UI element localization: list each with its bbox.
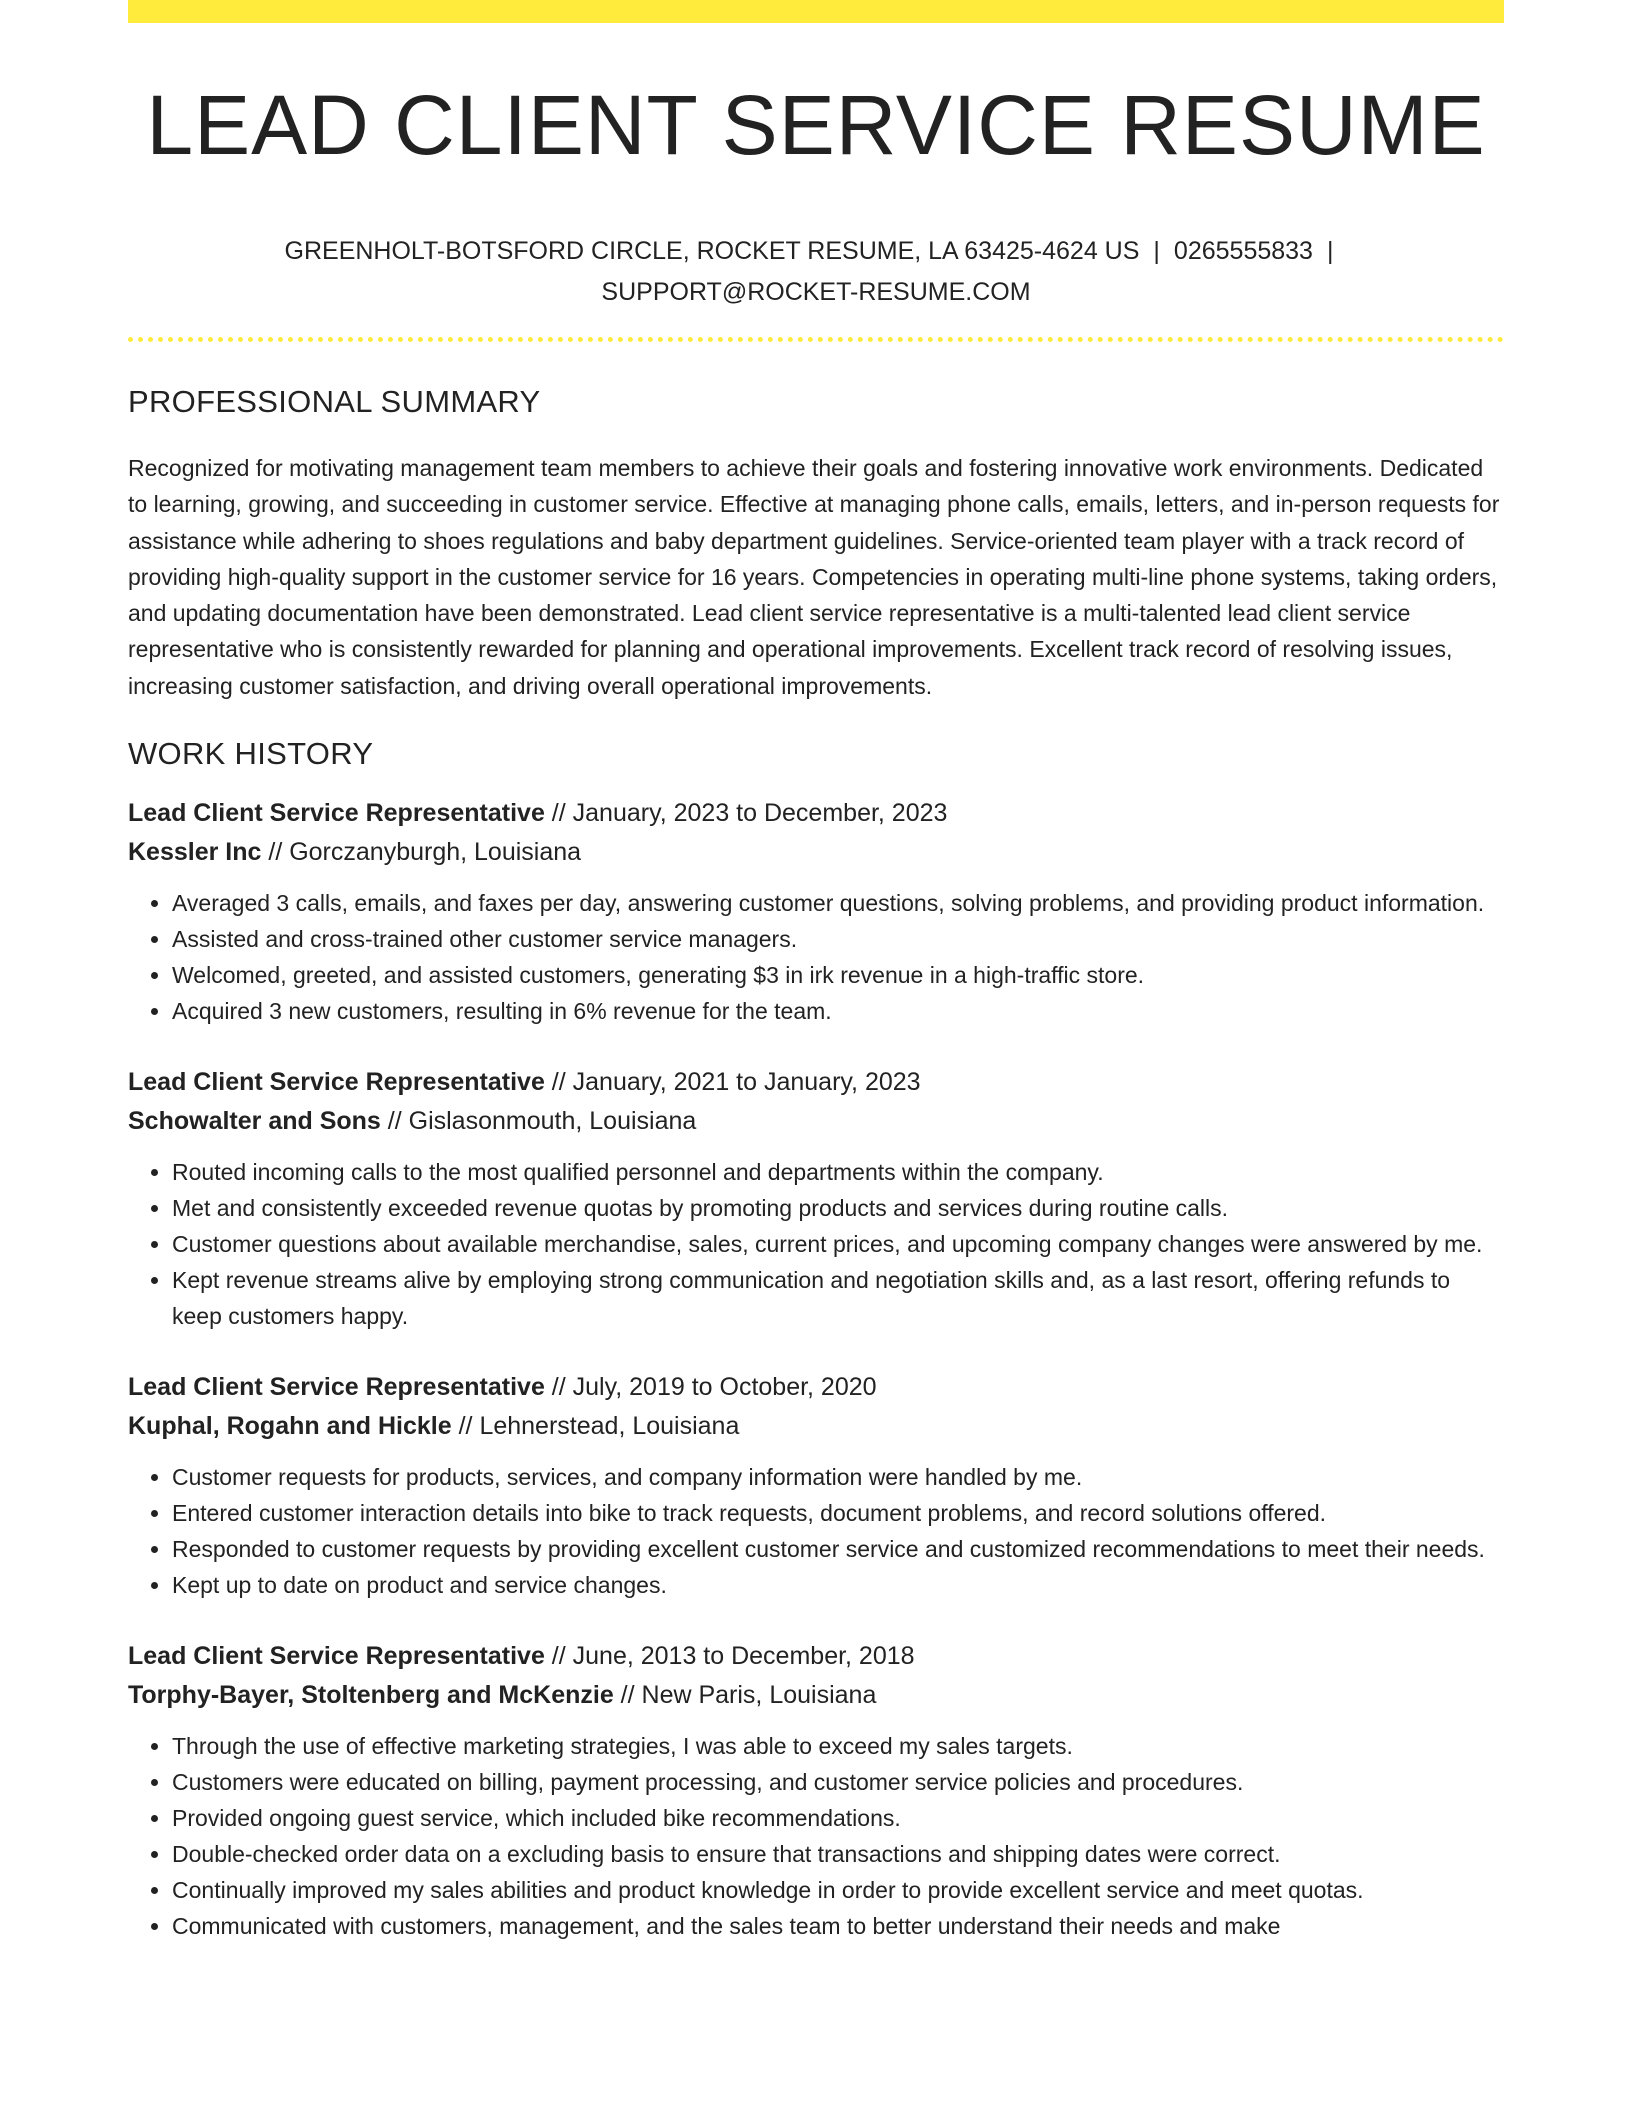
job-company-line — [128, 1676, 1504, 1715]
job-title-line — [128, 794, 1504, 833]
accent-top-bar — [128, 0, 1504, 23]
job-title-line — [128, 1637, 1504, 1676]
contact-address: GREENHOLT-BOTSFORD CIRCLE, ROCKET RESUME, LA 63425-4624 US — [284, 237, 1140, 265]
job-bullet: • Continually improved my sales abilities and product knowledge in order to provide excellent service and meet quotas. — [172, 1872, 1504, 1908]
contact-email: SUPPORT@ROCKET-RESUME.COM — [601, 278, 1031, 306]
job-bullet: • Responded to customer requests by providing excellent customer service and customized recommendations to meet their needs. — [172, 1531, 1504, 1567]
resume-page — [128, 0, 1504, 1944]
job-bullet: • Customer requests for products, services, and company information were handled by me. — [172, 1459, 1504, 1495]
job-location: // Lehnerstead, Louisiana — [451, 1411, 740, 1440]
work-history-heading: WORK HISTORY — [128, 736, 374, 772]
job-bullet: • Acquired 3 new customers, resulting in 6% revenue for the team. — [172, 993, 1504, 1029]
job-company-line — [128, 1102, 1504, 1141]
job-dates: // January, 2021 to January, 2023 — [544, 1068, 921, 1097]
contact-block — [128, 231, 1504, 313]
job-entry — [128, 794, 1504, 1029]
job-company: Kuphal, Rogahn and Hickle — [128, 1411, 452, 1440]
job-title-line — [128, 1063, 1504, 1102]
job-entry — [128, 1063, 1504, 1334]
job-bullet: • Assisted and cross-trained other customer service managers. — [172, 921, 1504, 957]
job-company: Kessler Inc — [128, 837, 262, 866]
job-bullet: • Welcomed, greeted, and assisted customers, generating $3 in irk revenue in a high-traffic store. — [172, 957, 1504, 993]
job-bullet-list — [128, 885, 1504, 1029]
contact-separator: | — [1153, 237, 1160, 265]
job-company-line — [128, 1407, 1504, 1446]
resume-title: LEAD CLIENT SERVICE RESUME — [146, 78, 1486, 172]
job-bullet: • Kept up to date on product and service changes. — [172, 1567, 1504, 1603]
job-company: Torphy-Bayer, Stoltenberg and McKenzie — [128, 1680, 614, 1709]
job-entry — [128, 1637, 1504, 1944]
job-title: Lead Client Service Representative — [128, 1068, 545, 1097]
job-company: Schowalter and Sons — [128, 1106, 381, 1135]
job-location: // Gislasonmouth, Louisiana — [380, 1106, 697, 1135]
summary-heading: PROFESSIONAL SUMMARY — [128, 384, 541, 419]
job-bullet: • Customer questions about available merchandise, sales, current prices, and upcoming company changes were answered by me. — [172, 1226, 1504, 1262]
job-title: Lead Client Service Representative — [128, 1642, 545, 1671]
job-bullet: • Provided ongoing guest service, which included bike recommendations. — [172, 1800, 1504, 1836]
job-bullet: • Communicated with customers, management, and the sales team to better understand their needs and make — [172, 1908, 1504, 1944]
contact-phone: 0265555833 — [1173, 237, 1313, 265]
job-dates: // July, 2019 to October, 2020 — [544, 1373, 877, 1402]
job-bullet-list — [128, 1154, 1504, 1334]
job-dates: // January, 2023 to December, 2023 — [544, 799, 948, 828]
job-location: // New Paris, Louisiana — [613, 1680, 877, 1709]
job-entry — [128, 1368, 1504, 1603]
job-bullet: • Routed incoming calls to the most qualified personnel and departments within the company. — [172, 1154, 1504, 1190]
job-dates: // June, 2013 to December, 2018 — [544, 1642, 915, 1671]
job-company-line — [128, 833, 1504, 872]
summary-text: Recognized for motivating management team members to achieve their goals and fostering innovative work environments. Dedicated to learning, growing, and succeeding in customer service. Effective at managing phone calls, emails, letters, and in-person requests for assistance while adhering to shoes regulations and baby department guidelines. Service-oriented team player with a track record of providing high-quality support in the customer service for 16 years. Competencies in operating multi-line phone systems, taking orders, and updating documentation have been demonstrated. Lead client service representative is a multi-talented lead client service representative who is consistently rewarded for planning and operational improvements. Excellent track record of resolving issues, increasing customer satisfaction, and driving overall operational improvements. — [128, 455, 1500, 699]
dotted-divider — [128, 337, 1504, 342]
work-history-list — [128, 794, 1504, 1944]
job-bullet: • Double-checked order data on a excluding basis to ensure that transactions and shipping dates were correct. — [172, 1836, 1504, 1872]
job-location: // Gorczanyburgh, Louisiana — [261, 837, 582, 866]
contact-separator: | — [1326, 237, 1334, 265]
job-bullet: • Through the use of effective marketing strategies, I was able to exceed my sales targets. — [172, 1728, 1504, 1764]
job-title-line — [128, 1368, 1504, 1407]
job-title: Lead Client Service Representative — [128, 1373, 545, 1402]
job-bullet: • Averaged 3 calls, emails, and faxes per day, answering customer questions, solving problems, and providing product information. — [172, 885, 1504, 921]
job-bullet: • Kept revenue streams alive by employing strong communication and negotiation skills and, as a last resort, offering refunds to keep customers happy. — [172, 1262, 1504, 1334]
job-bullet-list — [128, 1728, 1504, 1944]
job-bullet: • Met and consistently exceeded revenue quotas by promoting products and services during routine calls. — [172, 1190, 1504, 1226]
job-title: Lead Client Service Representative — [128, 799, 545, 828]
job-bullet: • Entered customer interaction details into bike to track requests, document problems, and record solutions offered. — [172, 1495, 1504, 1531]
job-bullet: • Customers were educated on billing, payment processing, and customer service policies and procedures. — [172, 1764, 1504, 1800]
job-bullet-list — [128, 1459, 1504, 1603]
